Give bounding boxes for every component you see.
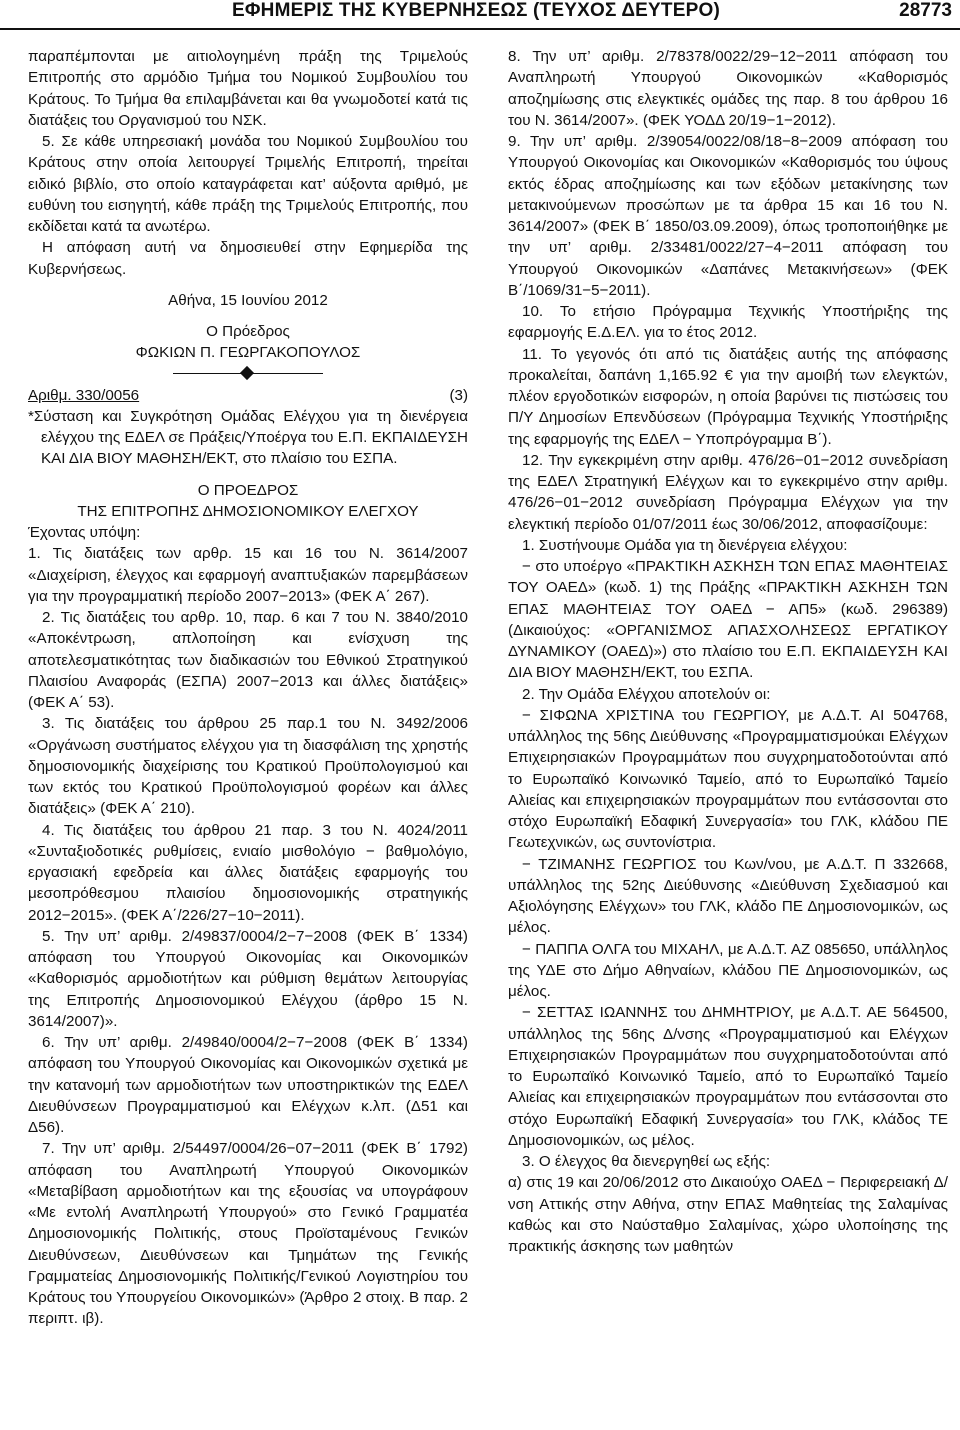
right-column — [508, 46, 948, 1257]
considerations-item: 5. Την υπ’ αριθμ. 2/49837/0004/2−7−2008 (ΦΕΚ Β΄ 1334) απόφαση του Υπουργού Οικονομίας και Οικονομικών «Καθορισμός αρμοδιοτήτων και ρύθμιση θεμάτων λειτουργίας της Επιτροπής Δημοσιονομικού Ελέγχου (άρθρο 15 Ν. 3614/2007)». — [28, 927, 468, 1030]
decision-number: Αριθμ. 330/0056 — [28, 386, 140, 404]
signer-role: Ο Πρόεδρος — [206, 323, 290, 340]
page-number: 28773 — [899, 0, 952, 21]
considerations-item: 7. Την υπ’ αριθμ. 2/54497/0004/26−07−2011 (ΦΕΚ Β΄ 1792) απόφαση του Αναπληρωτή Υπουργού Οικονομικών «Μεταβίβαση αρμοδιοτήτων και της εξουσίας να υπογράφουν «Με εντολή Αναπληρωτή Υπουργού» στο Γενικό Γραμματέα Δημοσιονομικής Πολιτικής, στους Προϊσταμένους Γενικών Διευθύνσεων, Διευθύνσεων και Τμημάτων της Γενικής Γραμματείας Δημοσιονομικής Πολιτικής/Γενικού Λογιστηρίου του Κράτους του Υπουργείου Οικονομικών» (Άρθρο 2 στοιχ. Β παρ. 2 περιπτ. ιβ). — [28, 1140, 468, 1328]
decision-clause-3a: α) στις 19 και 20/06/2012 στο Δικαιούχο ΟΑΕΔ − Περιφερειακή Δ/νση Αττικής στην Αθήνα, στην ΕΠΑΣ Μαθητείας της Σαλαμίνας καθώς και στο Ναύσταθμο Σαλαμίνας, χώρο υλοποίησης της πρακτικής άσκησης των μαθητών — [508, 1174, 948, 1255]
team-member: − ΣΕΤΤΑΣ ΙΩΑΝΝΗΣ του ΔΗΜΗΤΡΙΟΥ, με Α.Δ.Τ. ΑΕ 564500, υπάλληλος της 56ης Δ/νσης «Προγραμματισμού και Ελέγχων Επιχειρησιακών Προγραμμάτων που συγχρηματοδοτούνται από το Ευρωπαϊκό Κοινωνικό Ταμείο, από το Ευρωπαϊκό Ταμείο Αλιείας και επιχειρησιακών προγραμμάτων που εντάσσονται στο στόχο Ευρωπαϊκή Εδαφική Συνεργασία» του ΓΛΚ, κλάδος ΤΕ Δημοσιονομικών, ως μέλος. — [508, 1004, 948, 1149]
section-separator — [173, 367, 323, 381]
considerations-item: 12. Την εγκεκριμένη στην αριθμ. 476/26−01−2012 συνεδρίαση της ΕΔΕΛ Στρατηγική Ελέγχων και το εγκεκριμένο στην αριθμ. 476/26−01−2012 συνεδρίαση Πρόγραμμα Ελέγχων για την ελεγκτική περίοδο 01/07/2011 έως 30/06/2012, αποφασίζουμε: — [508, 451, 948, 533]
having-regard: Έχοντας υπόψη: — [28, 524, 141, 541]
place-date: Αθήνα, 15 Ιουνίου 2012 — [168, 291, 328, 309]
decision-index: (3) — [449, 386, 468, 404]
header-rule — [0, 28, 960, 30]
intro-paragraph: παραπέμπονται με αιτιολογημένη πράξη της Τριμελούς Επιτροπής στο αρμόδιο Τμήμα του Νομικού Συμβουλίου του Κράτους. Το Τμήμα θα επιλαμβάνεται και θα γνωμοδοτεί κατά τις διατάξεις του Οργανισμού του ΝΣΚ. — [28, 48, 468, 129]
authority-title: Ο ΠΡΟΕΔΡΟΣ — [197, 481, 299, 499]
team-member: − ΠΑΠΠΑ ΟΛΓΑ του ΜΙΧΑΗΛ, με Α.Δ.Τ. ΑΖ 085650, υπάλληλος της ΥΔΕ στο Δήμο Αθηναίων, κλάδου ΠΕ Δημοσιονομικών, ως μέλος. — [508, 940, 948, 1000]
considerations-item: 3. Τις διατάξεις του άρθρου 25 παρ.1 του Ν. 3492/2006 «Οργάνωση συστήματος ελέγχου για τη διασφάλιση της χρηστής δημοσιονομικής διαχείρισης του Κρατικού Προϋπολογισμού και των εκτός του Κρατικού Προϋπολογισμού φορέων και άλλες διατάξεις» (ΦΕΚ Α΄ 210). — [28, 715, 468, 818]
decision-clause-3: 3. Ο έλεγχος θα διενεργηθεί ως εξής: — [522, 1153, 771, 1170]
considerations-item: 9. Την υπ’ αριθμ. 2/39054/0022/08/18−8−2009 απόφαση του Υπουργού Οικονομίας και Οικονομικών «Καθορισμός του ύψους εκτός έδρας αποζημίωσης και των εξόδων μετακίνησης των μετακινούμενων προσώπων με τα άρθρα 15 και 16 του Ν. 3614/2007» (ΦΕΚ Β΄ 1850/03.09.2009), όπως τροποποιήθηκε με την υπ’ αριθμ. 2/33481/0022/27−4−2011 απόφαση του Υπουργού Οικονομικών «Δαπάνες Μετακινήσεων» (ΦΕΚ Β΄/1069/31−5−2011). — [508, 133, 948, 299]
decision-header — [28, 385, 468, 406]
gazette-title: ΕΦΗΜΕΡΙΣ ΤΗΣ ΚΥΒΕΡΝΗΣΕΩΣ (ΤΕΥΧΟΣ ΔΕΥΤΕΡΟ) — [232, 0, 720, 21]
considerations-item: 8. Την υπ’ αριθμ. 2/78378/0022/29−12−2011 απόφαση του Αναπληρωτή Υπουργού Οικονομικών «Καθορισμός αποζημίωσης στις ελεγκτικές ομάδες της παρ. 8 του άρθρου 16 του Ν. 3614/2007». (ΦΕΚ ΥΟΔΔ 20/19−1−2012). — [508, 48, 948, 129]
considerations-item: 4. Τις διατάξεις του άρθρου 21 παρ. 3 του Ν. 4024/2011 «Συνταξιοδοτικές ρυθμίσεις, ενιαίο μισθολόγιο − βαθμολόγιο, εργασιακή εφεδρεία και άλλες διατάξεις εφαρμογής του μεσοπρόθεσμου πλαισίου δημοσιονομικής στρατηγικής 2012−2015». (ΦΕΚ Α΄/226/27−10−2011). — [28, 821, 468, 924]
paragraph-5: 5. Σε κάθε υπηρεσιακή μονάδα του Νομικού Συμβουλίου του Κράτους στην οποία λειτουργεί Τριμελής Επιτροπή, τηρείται ειδικό βιβλίο, στο οποίο καταγράφεται κατ’ αύξοντα αριθμό, με ευθύνη του εισηγητή, κάθε πράξη της Τριμελούς Επιτροπής, που εκδίδεται κατά τα ανωτέρω. — [28, 133, 468, 235]
considerations-item: 6. Την υπ’ αριθμ. 2/49840/0004/2−7−2008 (ΦΕΚ Β΄ 1334) απόφαση του Υπουργού Οικονομίας και Οικονομικών σχετικά με την κατανομή των αρμοδιοτήτων των υποστηρικτικών της ΕΔΕΛ Διευθύνσεων Προγραμματισμού και Ελέγχων κ.λπ. (Δ51 και Δ56). — [28, 1034, 468, 1136]
decision-clause-1: 1. Συστήνουμε Ομάδα για τη διενέργεια ελέγχου: — [522, 536, 848, 554]
page-header — [0, 0, 960, 26]
left-column — [28, 46, 468, 1330]
diamond-icon — [240, 365, 254, 379]
decision-title: *Σύσταση και Συγκρότηση Ομάδας Ελέγχου για τη διενέργεια ελέγχου της ΕΔΕΛ σε Πράξεις/Υποέργα του Ε.Π. ΕΚΠΑΙΔΕΥΣΗ ΚΑΙ ΔΙΑ ΒΙΟΥ ΜΑΘΗΣΗ/ΕΚΤ, στο πλαίσιο του ΕΣΠΑ. — [28, 407, 468, 468]
publish-paragraph: Η απόφαση αυτή να δημοσιευθεί στην Εφημερίδα της Κυβερνήσεως. — [28, 239, 468, 278]
decision-clause-1-detail: − στο υποέργο «ΠΡΑΚΤΙΚΗ ΑΣΚΗΣΗ ΤΩΝ ΕΠΑΣ ΜΑΘΗΤΕΙΑΣ ΤΟΥ ΟΑΕΔ» (κωδ. 1) της Πράξης «ΠΡΑΚΤΙΚΗ ΑΣΚΗΣΗ ΤΩΝ ΕΠΑΣ ΜΑΘΗΤΕΙΑΣ ΤΟΥ ΟΑΕΔ − ΑΠ5» (κωδ. 296389) (Δικαιούχος: «ΟΡΓΑΝΙΣΜΟΣ ΑΠΑΣΧΟΛΗΣΕΩΣ ΕΡΓΑΤΙΚΟΥ ΔΥΝΑΜΙΚΟΥ (ΟΑΕΔ)») στο πλαίσιο του Ε.Π. ΕΚΠΑΙΔΕΥΣΗ ΚΑΙ ΔΙΑ ΒΙΟΥ ΜΑΘΗΣΗ/ΕΚΤ, του ΕΣΠΑ. — [508, 558, 948, 682]
considerations-item: 10. Το ετήσιο Πρόγραμμα Τεχνικής Υποστήριξης της εφαρμογής Ε.Δ.ΕΛ. για το έτος 2012. — [508, 303, 948, 342]
signer-name: ΦΩΚΙΩΝ Π. ΓΕΩΡΓΑΚΟΠΟΥΛΟΣ — [135, 344, 361, 362]
considerations-item: 2. Τις διατάξεις του αρθρ. 10, παρ. 6 και 7 του Ν. 3840/2010 «Αποκέντρωση, απλοποίηση και ενίσχυση της αποτελεσματικότητας των διαδικασιών του Εθνικού Στρατηγικού Πλαισίου Αναφοράς (ΕΣΠΑ) 2007−2013 και άλλες διατάξεις» (ΦΕΚ Α΄ 53). — [28, 609, 468, 711]
considerations-item: 11. Το γεγονός ότι από τις διατάξεις αυτής της απόφασης προκαλείται, δαπάνη 1,165.92 € για την αμοιβή των ελεγκτών, πλέον εργοδοτικών εισφορών, η οποία βαρύνει τις πιστώσεις του Π/Υ Δημοσίων Επενδύσεων (Πρόγραμμα Τεχνικής Υποστήριξης της εφαρμογής της ΕΔΕΛ − Υποπρόγραμμα Β΄). — [508, 345, 948, 448]
team-member: − ΣΙΦΩΝΑ ΧΡΙΣΤΙΝΑ του ΓΕΩΡΓΙΟΥ, με Α.Δ.Τ. ΑΙ 504768, υπάλληλος της 56ης Διεύθυνσης «Προγραμματισμούκαι Ελέγχων Επιχειρησιακών Προγραμμάτων που συγχρηματοδοτούνται από το Ευρωπαϊκό Κοινωνικό Ταμείο, από το Ευρωπαϊκό Ταμείο Αλιείας και επιχειρησιακών προγραμμάτων που εντάσσονται στο στόχο Ευρωπαϊκή Εδαφική Συνεργασία» του ΓΛΚ, κλάδου ΠΕ Γεωτεχνικών, ως συντονίστρια. — [508, 706, 948, 852]
decision-clause-2: 2. Την Ομάδα Ελέγχου αποτελούν οι: — [522, 685, 771, 703]
considerations-item: 1. Τις διατάξεις των αρθρ. 15 και 16 του Ν. 3614/2007 «Διαχείριση, έλεγχος και εφαρμογή αναπτυξιακών παρεμβάσεων για την προγραμματική περίοδο 2007−2013» (ΦΕΚ Α΄ 267). — [28, 545, 468, 605]
team-member: − ΤΖΙΜΑΝΗΣ ΓΕΩΡΓΙΟΣ του Κων/νου, με Α.Δ.Τ. Π 332668, υπάλληλος της 52ης Διεύθυνσης «Διεύθυνση Σχεδιασμού και Αξιολόγησης Ελέγχων» του ΓΛΚ, κλάδο ΠΕ Δημοσιονομικών, ως μέλος. — [508, 855, 948, 937]
authority-subtitle: ΤΗΣ ΕΠΙΤΡΟΠΗΣ ΔΗΜΟΣΙΟΝΟΜΙΚΟΥ ΕΛΕΓΧΟΥ — [77, 502, 419, 520]
